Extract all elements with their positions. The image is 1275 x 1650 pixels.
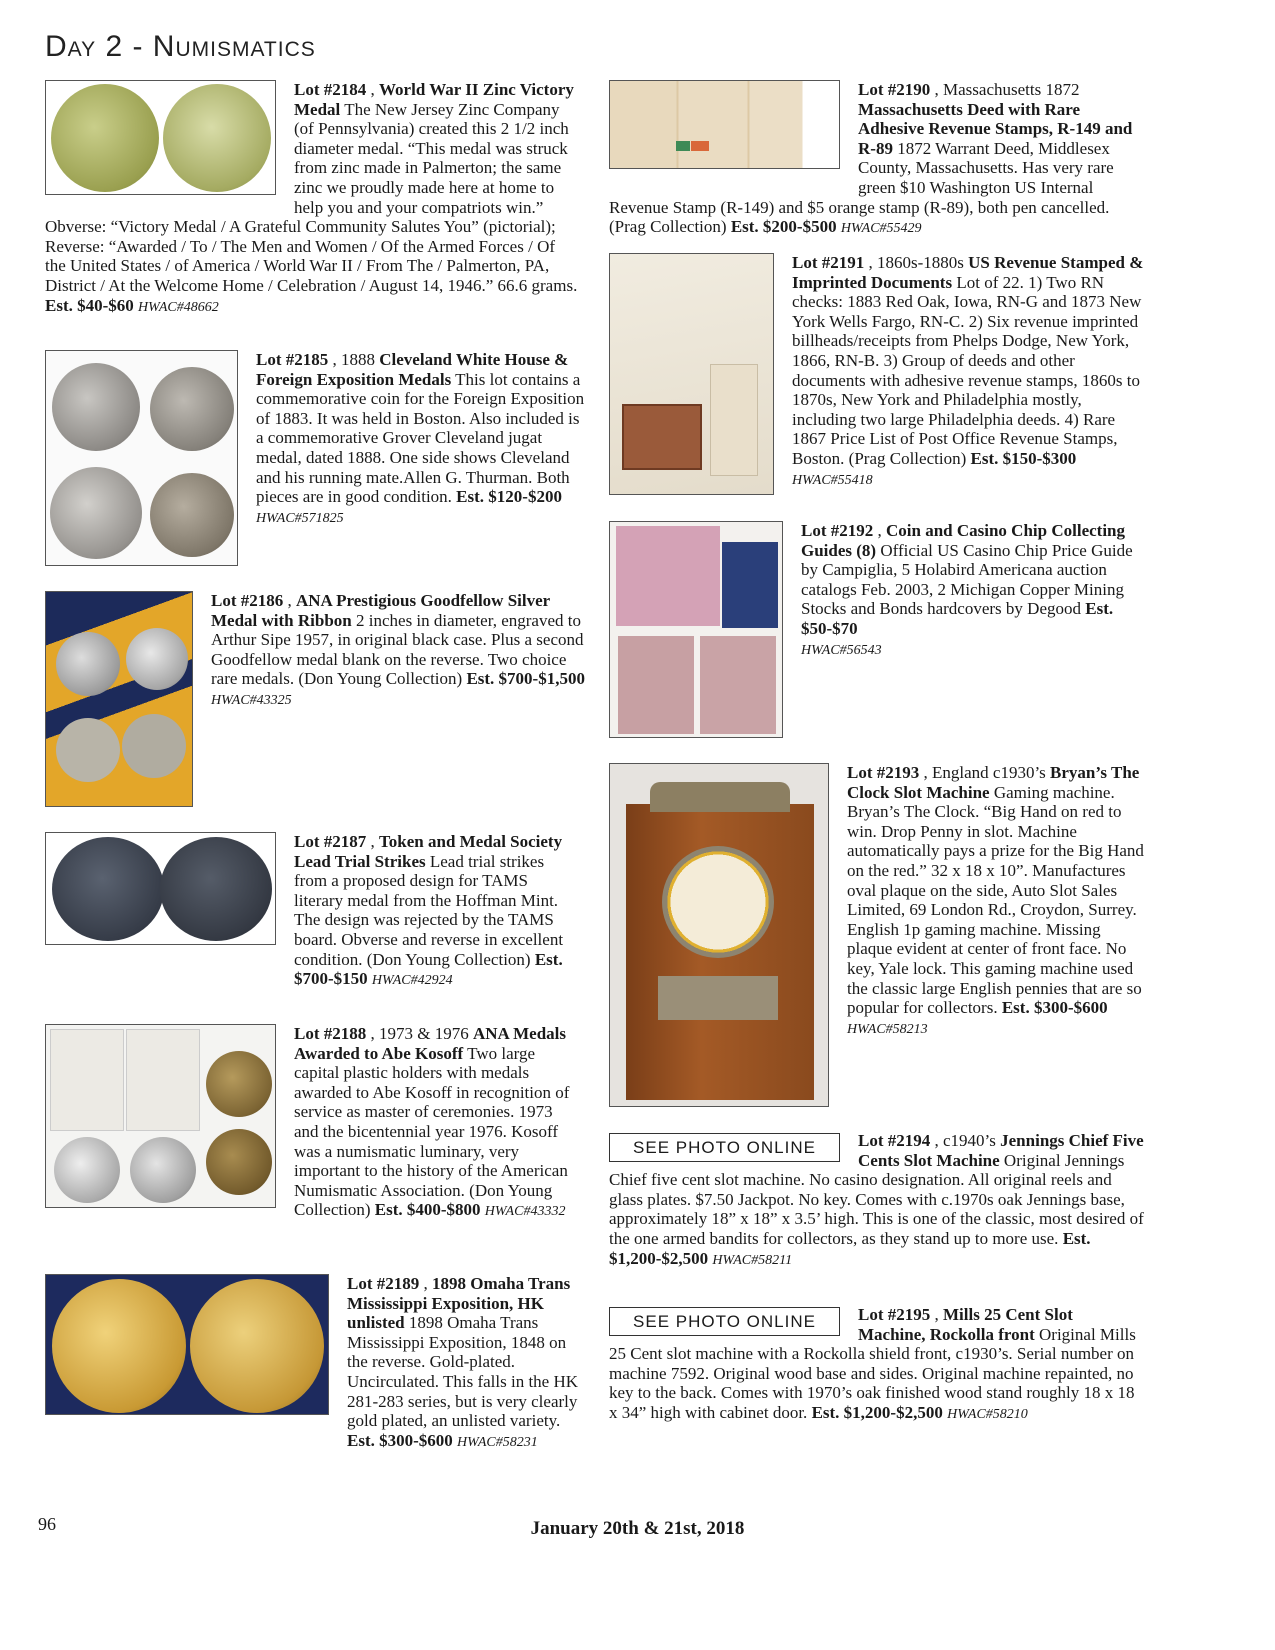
medal-3 (50, 467, 142, 559)
lot-estimate: Est. $40-$60 (45, 295, 134, 315)
see-photo-online-button[interactable]: SEE PHOTO ONLINE (609, 1307, 840, 1336)
sep: , (873, 521, 886, 540)
lot-photo[interactable] (45, 832, 276, 945)
lot-number: Lot #2189 (347, 1274, 420, 1293)
lot-description: 2 inches in diameter, engraved to Arthur Sipe 1957, in original black case. Plus a second Goodfellow medal blank on the reverse. Two choice rare medals. (Don Young Collection) (211, 610, 584, 689)
lot-estimate: Est. $700-$150 (294, 949, 563, 989)
catalog-stack (616, 526, 720, 626)
medal-4 (206, 1129, 272, 1195)
copper-book-1 (618, 636, 694, 734)
lot-2195 (609, 1305, 1144, 1425)
coin-reverse (163, 84, 271, 192)
plastic-holder-1 (50, 1029, 124, 1131)
lot-2184 (45, 80, 580, 317)
lot-2192 (609, 521, 1144, 744)
lot-2191 (609, 253, 1144, 501)
lot-description: The New Jersey Zinc Company (of Pennsylvania) created this 2 1/2 inch diameter medal. “This medal was struck from zinc made in Palmerton; the same zinc we proudly made here at home to help you and your compatriots win.” Obverse: “Victory Medal / A Grateful Community Salutes You” (pictorial); Reverse: “Awarded / To / The Men and Women / Of the Armed Forces / Of the United States / of America / World War II / From The / Palmerton, PA, District / At the Welcome Home / Celebration / August 14, 1946.” 66.6 grams. (45, 99, 578, 295)
lot-description: This lot contains a commemorative coin for the Foreign Exposition of 1883. It was held in Boston. Also included is a commemorative Grover Cleveland jugat medal, dated 1888. One side shows Cleveland and his running mate.Allen G. Thurman. Both pieces are in good condition. (256, 369, 585, 507)
sep: , (328, 350, 341, 369)
lot-photo[interactable] (45, 1274, 329, 1415)
trial-strike-1 (52, 837, 164, 941)
lot-description: Original Jennings Chief five cent slot machine. No casino designation. All original reels and glass plates. $7.50 Jackpot. No key. Comes with c.1970s oak Jennings base, approximately 18” x 18” x 3.5’ high. This is one of the classic, most desired of the one armed bandits for collectors, as they stand up to more use. (609, 1150, 1144, 1248)
medal-4 (150, 473, 234, 557)
marquee (650, 782, 790, 812)
medal-4 (122, 714, 186, 778)
orange-stamp (691, 141, 709, 151)
sep: , (864, 253, 877, 272)
lot-hwac: HWAC#55418 (792, 472, 873, 488)
lot-prefix: 1860s-1880s (877, 253, 969, 272)
lot-description: Lot of 22. 1) Two RN checks: 1883 Red Oak, Iowa, RN-G and 1873 New York Wells Fargo, RN-C. 2) Six revenue imprinted billheads/receipts from Phelps Dodge, New York, 1866, RN-B. 3) Group of deeds and other documents with adhesive revenue stamps, 1860s to 1870s, New York and Philadelphia mostly, including two large Philadelphia deeds. 4) Rare 1867 Price List of Post Office Revenue Stamps, Boston. (Prag Collection) (792, 272, 1142, 468)
lot-number: Lot #2195 (858, 1305, 931, 1324)
lot-hwac: HWAC#58213 (847, 1021, 928, 1037)
lot-title: 1898 Omaha Trans Mississippi Exposition, HK unlisted (347, 1274, 571, 1333)
lot-number: Lot #2192 (801, 521, 874, 540)
medal-2 (150, 367, 234, 451)
lot-estimate: Est. $1,200-$2,500 (811, 1402, 943, 1422)
sep: , (366, 1024, 379, 1043)
lot-title: Bryan’s The Clock Slot Machine (847, 763, 1140, 802)
bond-certificate (622, 404, 702, 470)
lot-hwac: HWAC#58231 (457, 1434, 538, 1450)
lot-prefix: 1888 (341, 350, 380, 369)
medal-2 (126, 628, 188, 690)
casino-chip-guide (722, 542, 778, 628)
clock-face (662, 846, 774, 958)
lot-prefix: Massachusetts 1872 (943, 80, 1080, 99)
lot-photo[interactable] (45, 80, 276, 195)
lot-photo[interactable] (45, 591, 193, 807)
lot-photo[interactable] (609, 253, 774, 495)
coin-plate (658, 976, 778, 1020)
sep: , (919, 763, 932, 782)
sep: , (366, 80, 379, 99)
lot-hwac: HWAC#58211 (712, 1252, 793, 1268)
lot-estimate: Est. $200-$500 (730, 217, 837, 237)
auction-date: January 20th & 21st, 2018 (530, 1518, 745, 1539)
sep: , (930, 1131, 943, 1150)
see-photo-online-button[interactable]: SEE PHOTO ONLINE (609, 1133, 840, 1162)
lot-description: Official US Casino Chip Price Guide by Campiglia, 5 Holabird Americana auction catalogs Feb. 2003, 2 Michigan Copper Mining Stocks and Bonds hardcovers by Degood (801, 540, 1133, 619)
lot-hwac: HWAC#58210 (947, 1406, 1028, 1422)
sep: , (419, 1274, 432, 1293)
lot-description: 1898 Omaha Trans Mississippi Exposition, 1848 on the reverse. Gold-plated. Uncirculated. This falls in the HK 281-283 series, but is very clearly gold plated, an unlisted variety. (347, 1313, 579, 1431)
lot-2185 (45, 350, 585, 572)
lot-2190 (609, 80, 1144, 239)
lot-estimate: Est. $1,200-$2,500 (609, 1228, 1091, 1268)
lot-2188 (45, 1024, 570, 1238)
lot-description: Original Mills 25 Cent slot machine with a Rockolla shield front, c1930’s. Serial number on machine 7592. Original wood base and sides. Original machine repainted, no key to the back. Comes with 1970’s oak finished wood stand roughly 18 x 18 x 34” high with cabinet door. (609, 1324, 1136, 1422)
sep: , (930, 80, 943, 99)
lot-title: US Revenue Stamped & Imprinted Documents (792, 253, 1144, 292)
lot-photo[interactable] (45, 1024, 276, 1208)
medal-2 (54, 1137, 120, 1203)
trial-strike-2 (160, 837, 272, 941)
lot-estimate: Est. $300-$600 (1001, 998, 1108, 1018)
lot-2187 (45, 832, 570, 991)
lot-description: Two large capital plastic holders with medals awarded to Abe Kosoff in recognition of service as master of ceremonies. 1973 and the bicentennial year 1976. Kosoff was a numismatic luminary, very important to the history of the American Numismatic Association. (Don Young Collection) (294, 1043, 570, 1220)
lot-photo[interactable] (609, 521, 783, 738)
lot-number: Lot #2187 (294, 832, 367, 851)
lot-estimate: Est. $300-$600 (347, 1430, 453, 1450)
lot-hwac: HWAC#42924 (371, 973, 453, 989)
lot-prefix: c1940’s (943, 1131, 1001, 1150)
copper-book-2 (700, 636, 776, 734)
coin-obverse (51, 84, 159, 192)
sep: , (366, 832, 379, 851)
lot-photo[interactable] (609, 763, 829, 1107)
lot-title: Cleveland White House & Foreign Exposition Medals (256, 350, 569, 389)
page-number: 96 (38, 1514, 56, 1534)
lot-number: Lot #2190 (858, 80, 931, 99)
sep: , (930, 1305, 943, 1324)
lot-estimate: Est. $50-$70 (801, 599, 1114, 638)
lot-number: Lot #2186 (211, 591, 284, 610)
price-list (710, 364, 758, 476)
gold-coin-reverse (190, 1279, 324, 1413)
page-title: Day 2 - Numismatics (45, 30, 316, 63)
lot-hwac: HWAC#56543 (801, 642, 882, 658)
lot-description: Gaming machine. Bryan’s The Clock. “Big Hand on red to win. Drop Penny in slot. Machine automatically pays a prize for the Big Hand on the red.” 32 x 18 x 10”. Manufactures oval plaque on the side, Auto Slot Sales Limited, 69 London Rd., Croydon, Surrey. English 1p gaming machine. Missing plaque evident at center of front face. No key, Yale lock. This gaming machine used the classic large English pennies that are so popular for collectors. (847, 782, 1144, 1018)
lot-number: Lot #2184 (294, 80, 367, 99)
lot-hwac: HWAC#55429 (840, 221, 922, 237)
lot-prefix: 1973 & 1976 (379, 1024, 473, 1043)
lot-title: ANA Prestigious Goodfellow Silver Medal with Ribbon (211, 591, 550, 630)
lot-number: Lot #2188 (294, 1024, 367, 1043)
lot-title: ANA Medals Awarded to Abe Kosoff (294, 1024, 567, 1063)
lot-2194 (609, 1131, 1144, 1270)
lot-number: Lot #2193 (847, 763, 920, 782)
medal-1 (52, 363, 140, 451)
lot-number: Lot #2194 (858, 1131, 931, 1150)
lot-photo[interactable] (45, 350, 238, 566)
lot-title: Jennings Chief Five Cents Slot Machine (858, 1131, 1144, 1170)
lot-number: Lot #2191 (792, 253, 865, 272)
lot-estimate: Est. $400-$800 (374, 1200, 481, 1220)
lot-2186 (45, 591, 585, 813)
lot-title: Coin and Casino Chip Collecting Guides (8) (801, 521, 1125, 560)
lot-title: Mills 25 Cent Slot Machine, Rockolla front (858, 1305, 1073, 1344)
lot-description: Lead trial strikes from a proposed design for TAMS literary medal from the Hoffman Mint. The design was rejected by the TAMS board. Obverse and reverse in excellent condition. (Don Young Collection) (294, 851, 564, 969)
lot-title: World War II Zinc Victory Medal (294, 80, 574, 119)
lot-2189 (45, 1274, 580, 1455)
lot-description: 1872 Warrant Deed, Middlesex County, Massachusetts. Has very rare green $10 Washington US Internal Revenue Stamp (R-149) and $5 orange stamp (R-89), both pen cancelled. (Prag Collection) (609, 138, 1114, 237)
lot-hwac: HWAC#43332 (484, 1204, 566, 1220)
sep: , (283, 591, 296, 610)
gold-coin-obverse (52, 1279, 186, 1413)
lot-hwac: HWAC#48662 (138, 299, 219, 315)
lot-estimate: Est. $150-$300 (970, 448, 1077, 468)
lot-title: Token and Medal Society Lead Trial Strikes (294, 832, 563, 871)
lot-photo[interactable] (609, 80, 840, 169)
lot-title: Massachusetts Deed with Rare Adhesive Revenue Stamps, R-149 and R-89 (858, 99, 1133, 158)
lot-prefix: England c1930’s (932, 763, 1051, 782)
green-stamp (676, 141, 690, 151)
lot-hwac: HWAC#571825 (256, 510, 344, 526)
lot-number: Lot #2185 (256, 350, 329, 369)
lot-hwac: HWAC#43325 (211, 692, 292, 708)
medal-3 (130, 1137, 196, 1203)
medal-1 (56, 632, 120, 696)
medal-1 (206, 1051, 272, 1117)
lot-estimate: Est. $700-$1,500 (466, 669, 585, 689)
plastic-holder-2 (126, 1029, 200, 1131)
lot-2193 (609, 763, 1144, 1113)
lot-estimate: Est. $120-$200 (456, 487, 562, 507)
medal-3 (56, 718, 120, 782)
